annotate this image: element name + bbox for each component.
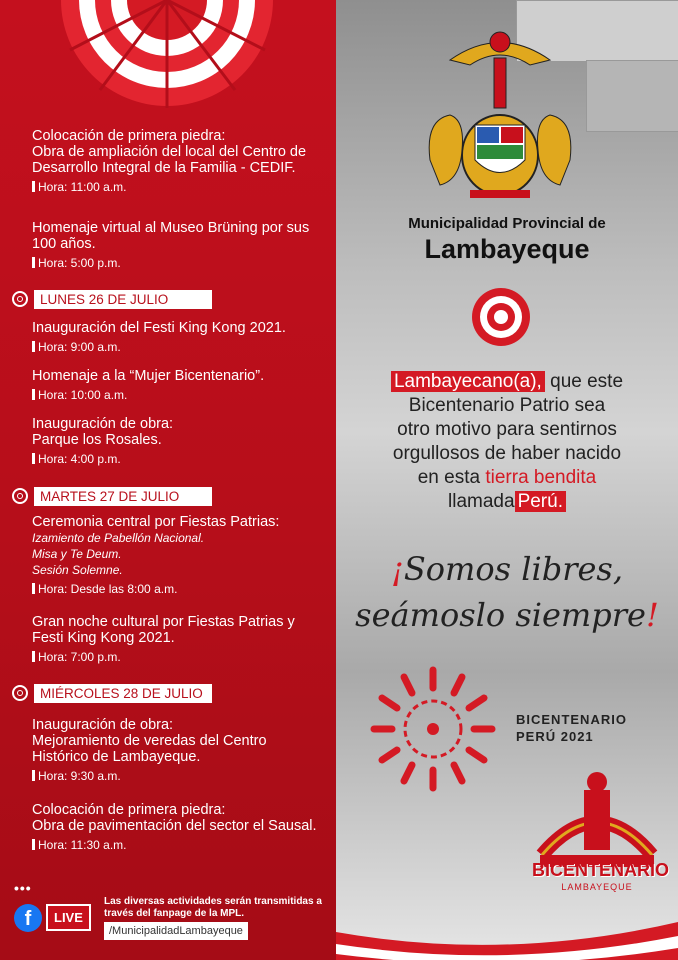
flag-wave-decoration <box>336 912 678 960</box>
day-header <box>12 486 212 506</box>
rosette-icon <box>472 288 530 346</box>
day-label: MIÉRCOLES 28 DE JULIO <box>34 684 212 703</box>
event-item <box>32 368 322 403</box>
badge-subtitle: LAMBAYEQUE <box>561 882 633 892</box>
bicentenario-line: PERÚ 2021 <box>516 729 594 744</box>
more-dots: ••• <box>14 880 32 896</box>
event-time: Hora: 4:00 p.m. <box>32 451 322 467</box>
event-title: Homenaje a la “Mujer Bicentenario”. <box>32 368 265 384</box>
event-item <box>32 220 322 271</box>
event-title: Homenaje virtual al Museo Brüning por sus 100 años. <box>32 220 310 252</box>
event-item <box>32 614 322 665</box>
message-text: en esta <box>417 467 486 488</box>
highlight-text: tierra bendita <box>485 467 597 488</box>
live-badge: LIVE <box>46 904 91 931</box>
highlight-text: Lambayecano(a), <box>391 371 545 392</box>
message-text: Bicentenario Patrio sea <box>408 395 606 416</box>
message-panel <box>336 0 678 960</box>
slogan <box>336 546 678 638</box>
bicentenario-line: BICENTENARIO <box>516 712 627 727</box>
event-detail: Misa y Te Deum. <box>32 547 122 561</box>
fanpage-handle: /MunicipalidadLambayeque <box>104 922 248 940</box>
event-title: Inauguración del Festi King Kong 2021. <box>32 320 286 336</box>
event-title: Inauguración de obra: Mejoramiento de veredas del Centro Histórico de Lambayeque. <box>32 717 267 765</box>
background-building <box>586 60 678 132</box>
event-time: Hora: 9:30 a.m. <box>32 768 322 784</box>
rosette-icon <box>12 488 28 504</box>
event-time: Hora: 10:00 a.m. <box>32 387 322 403</box>
slogan-line: seámoslo siempre <box>355 596 646 634</box>
event-item <box>32 128 322 195</box>
patriotic-message <box>336 370 678 514</box>
event-item <box>32 717 322 784</box>
message-text: que este <box>544 371 624 392</box>
bicentenario-text <box>516 711 627 745</box>
message-text: llamada <box>448 491 515 512</box>
rosette-decoration <box>60 0 275 110</box>
rosette-icon <box>12 685 28 701</box>
municipality-name: Lambayeque <box>424 234 590 264</box>
day-label: MARTES 27 DE JULIO <box>34 487 212 506</box>
bicentenario-logo-icon <box>366 662 500 796</box>
message-text: orgullosos de haber nacido <box>392 443 622 464</box>
municipality-name-small: Municipalidad Provincial de <box>408 215 606 232</box>
event-time: Hora: 11:30 a.m. <box>32 837 322 853</box>
event-time: Hora: 7:00 p.m. <box>32 649 322 665</box>
day-header <box>12 683 212 703</box>
event-item <box>32 802 322 853</box>
event-item <box>32 320 322 355</box>
event-title: Gran noche cultural por Fiestas Patrias y Festi King Kong 2021. <box>32 614 295 646</box>
broadcast-note: Las diversas actividades serán transmitidas a través del fanpage de la MPL. <box>104 896 322 919</box>
event-detail: Sesión Solemne. <box>32 563 123 577</box>
slogan-mark: ! <box>645 596 659 634</box>
event-title: Colocación de primera piedra: Obra de pavimentación del sector el Sausal. <box>32 802 317 834</box>
highlight-text: Perú. <box>515 491 566 512</box>
event-title: Colocación de primera piedra: Obra de ampliación del local del Centro de Desarrollo Integral de la Familia - CEDIF. <box>32 128 307 176</box>
day-header <box>12 289 212 309</box>
event-item <box>32 514 322 597</box>
day-label: LUNES 26 DE JULIO <box>34 290 212 309</box>
schedule-panel <box>0 0 336 960</box>
event-time: Hora: 9:00 a.m. <box>32 339 322 355</box>
event-time: Hora: Desde las 8:00 a.m. <box>32 581 322 597</box>
event-time: Hora: 5:00 p.m. <box>32 255 322 271</box>
event-title: Ceremonia central por Fiestas Patrias: <box>32 514 280 530</box>
coat-of-arms-icon <box>420 20 580 200</box>
slogan-mark: ¡ <box>390 550 404 588</box>
badge-title: BICENTENARIO <box>532 860 670 880</box>
slogan-line: Somos libres, <box>403 550 624 588</box>
event-detail: Izamiento de Pabellón Nacional. <box>32 531 205 545</box>
event-time: Hora: 11:00 a.m. <box>32 179 322 195</box>
event-title: Inauguración de obra: Parque los Rosales. <box>32 416 174 448</box>
event-item <box>32 416 322 467</box>
message-text: otro motivo para sentirnos <box>397 419 617 440</box>
rosette-icon <box>12 291 28 307</box>
facebook-icon: f <box>14 904 42 932</box>
